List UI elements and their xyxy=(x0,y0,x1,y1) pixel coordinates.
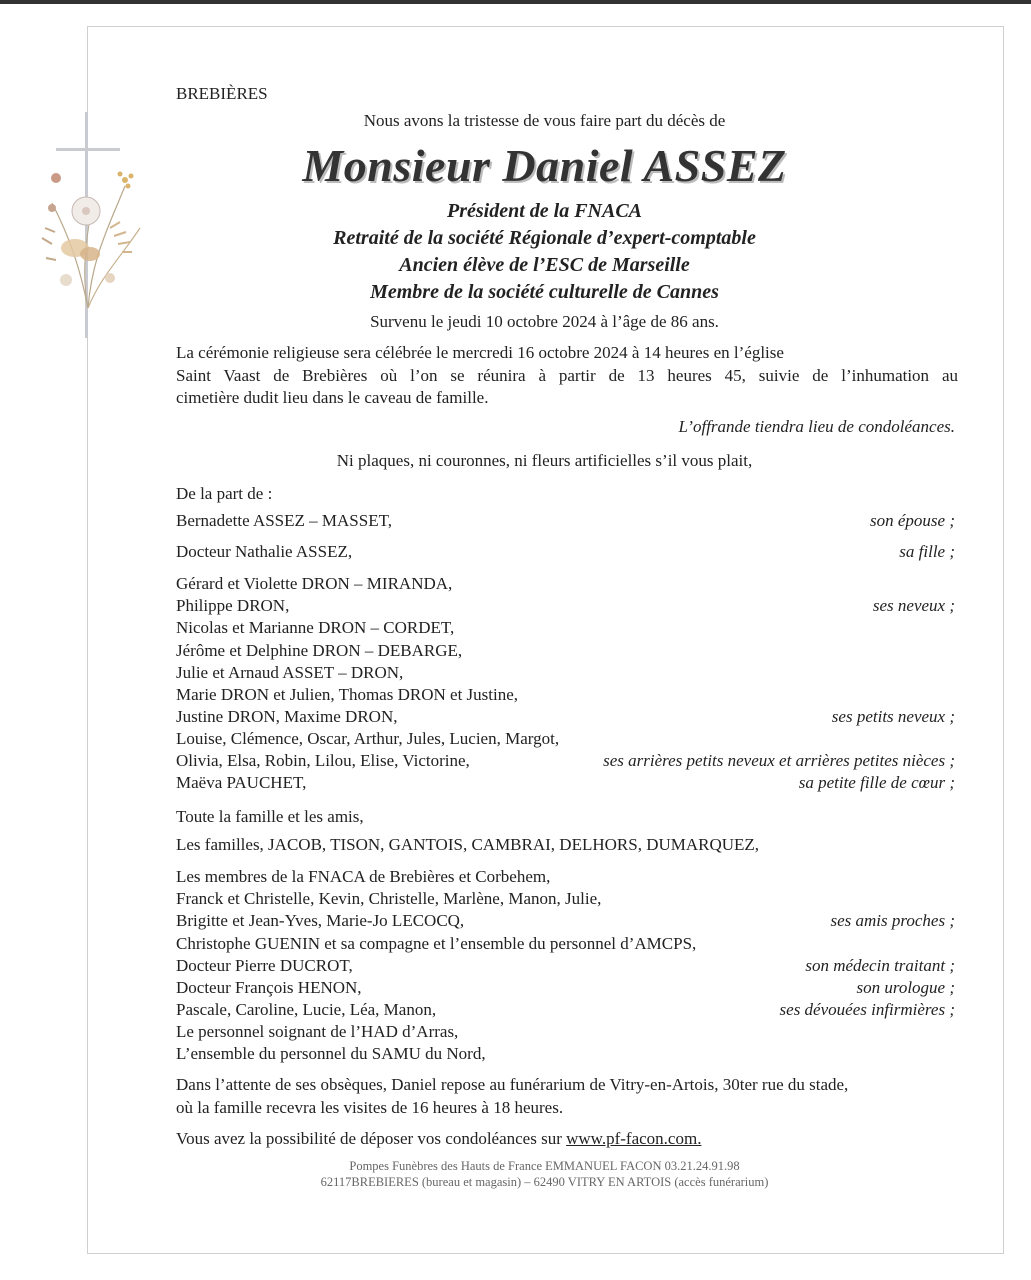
family-relation: sa petite fille de cœur ; xyxy=(798,773,955,792)
family-member-name: Les familles, JACOB, TISON, GANTOIS, CAMBRAI, DELHORS, DUMARQUEZ, xyxy=(176,835,760,854)
family-member-name: Le personnel soignant de l’HAD d’Arras, xyxy=(176,1022,459,1041)
family-member-name: Olivia, Elsa, Robin, Lilou, Elise, Victorine, xyxy=(176,751,470,770)
family-member-name: Docteur François HENON, xyxy=(176,978,362,997)
family-member-name: Maëva PAUCHET, xyxy=(176,773,307,792)
family-member-name: Docteur Pierre DUCROT, xyxy=(176,956,353,975)
ceremony-line: cimetière dudit lieu dans le caveau de famille. xyxy=(176,388,489,407)
title-line: Président de la FNACA xyxy=(446,200,642,222)
closing-line: Dans l’attente de ses obsèques, Daniel repose au funérarium de Vitry-en-Artois, 30ter rue du stade, xyxy=(176,1075,849,1094)
ceremony-line: La cérémonie religieuse sera célébrée le mercredi 16 octobre 2024 à 14 heures en l’église xyxy=(176,343,784,362)
death-date-text: Survenu le jeudi 10 octobre 2024 à l’âge de 86 ans. xyxy=(370,312,719,331)
footer-line: 62117BREBIERES (bureau et magasin) – 62490 VITRY EN ARTOIS (accès funérarium) xyxy=(320,1175,769,1189)
title-line: Ancien élève de l’ESC de Marseille xyxy=(399,254,690,276)
family-member-name: Bernadette ASSEZ – MASSET, xyxy=(176,511,392,530)
offering-text: L’offrande tiendra lieu de condoléances. xyxy=(678,417,955,436)
family-member-name: Docteur Nathalie ASSEZ, xyxy=(176,542,353,561)
closing-line: où la famille recevra les visites de 16 heures à 18 heures. xyxy=(176,1098,564,1117)
title-line: Retraité de la société Régionale d’expert-comptable xyxy=(333,227,756,249)
condolences-link[interactable]: www.pf-facon.com. xyxy=(566,1129,702,1148)
family-member-name: Julie et Arnaud ASSET – DRON, xyxy=(176,663,404,682)
family-member-name: Brigitte et Jean-Yves, Marie-Jo LECOCQ, xyxy=(176,911,465,930)
family-relation: son urologue ; xyxy=(856,978,955,997)
family-member-name: Nicolas et Marianne DRON – CORDET, xyxy=(176,618,455,637)
family-member-name: Justine DRON, Maxime DRON, xyxy=(176,707,398,726)
family-member-name: Les membres de la FNACA de Brebières et Corbehem, xyxy=(176,867,551,886)
family-relation: ses amis proches ; xyxy=(830,911,955,930)
condolences-prefix: Vous avez la possibilité de déposer vos condoléances sur xyxy=(176,1129,567,1148)
family-relation: son épouse ; xyxy=(870,511,955,530)
family-member-name: Gérard et Violette DRON – MIRANDA, xyxy=(176,574,453,593)
family-relation: sa fille ; xyxy=(899,542,955,561)
title-line: Membre de la société culturelle de Cannes xyxy=(370,281,719,303)
family-relation: son médecin traitant ; xyxy=(805,956,955,975)
family-member-name: L’ensemble du personnel du SAMU du Nord, xyxy=(176,1044,486,1063)
family-member-name: Louise, Clémence, Oscar, Arthur, Jules, Lucien, Margot, xyxy=(176,729,560,748)
family-relation: ses petits neveux ; xyxy=(831,707,955,726)
family-relation: ses neveux ; xyxy=(872,596,955,615)
family-intro: De la part de : xyxy=(176,484,273,503)
family-member-name: Franck et Christelle, Kevin, Christelle, Marlène, Manon, Julie, xyxy=(176,889,602,908)
family-relation: ses dévouées infirmières ; xyxy=(779,1000,955,1019)
condolences-line xyxy=(176,1128,701,1150)
family-member-name: Christophe GUENIN et sa compagne et l’ensemble du personnel d’AMCPS, xyxy=(176,934,697,953)
intro-text: Nous avons la tristesse de vous faire part du décès de xyxy=(363,111,726,130)
family-member-name: Pascale, Caroline, Lucie, Léa, Manon, xyxy=(176,1000,437,1019)
scan-top-edge xyxy=(0,0,1031,4)
family-member-name: Jérôme et Delphine DRON – DEBARGE, xyxy=(176,641,463,660)
family-member-name: Philippe DRON, xyxy=(176,596,290,615)
ceremony-line: Saint Vaast de Brebières où l’on se réunira à partir de 13 heures 45, suivie de l’inhumation au xyxy=(176,366,958,385)
family-member-name: Marie DRON et Julien, Thomas DRON et Justine, xyxy=(176,685,519,704)
deceased-name: Monsieur Daniel ASSEZ xyxy=(302,140,787,191)
family-relation: ses arrières petits neveux et arrières petites nièces ; xyxy=(603,751,955,770)
town-name: BREBIÈRES xyxy=(176,84,268,103)
footer-line: Pompes Funèbres des Hauts de France EMMANUEL FACON 03.21.24.91.98 xyxy=(349,1159,740,1173)
no-flowers-text: Ni plaques, ni couronnes, ni fleurs artificielles s’il vous plait, xyxy=(336,451,753,470)
family-member-name: Toute la famille et les amis, xyxy=(176,807,364,826)
